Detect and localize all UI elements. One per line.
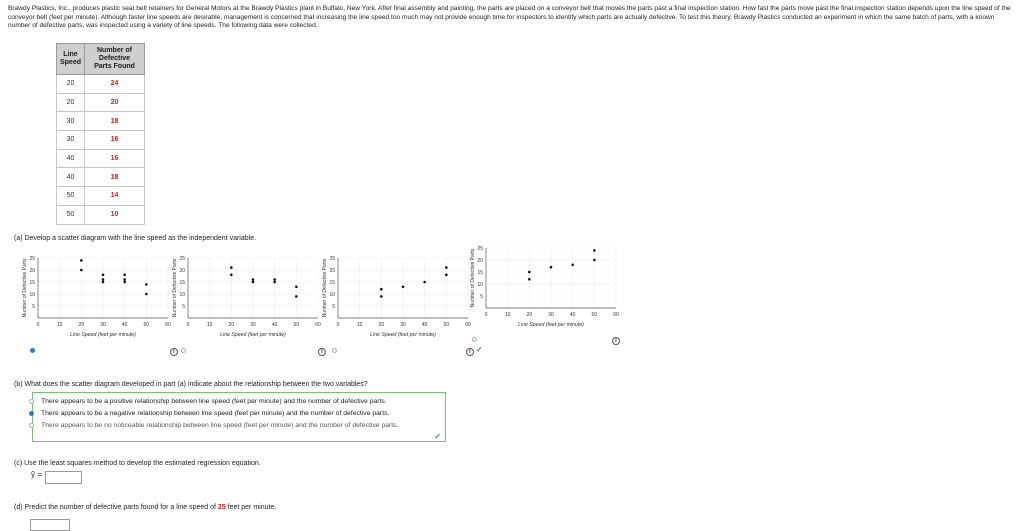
choice-positive-radio[interactable] [29, 399, 34, 404]
y-tick-label: 10 [329, 292, 335, 298]
data-point [445, 266, 448, 269]
y-axis-label: Number of Defective Parts [322, 258, 328, 318]
x-tick-label: 60 [315, 322, 321, 328]
table-row: 50 14 [57, 187, 145, 206]
part-b-question: (b) What does the scatter diagram developed in part (a) indicate about the relationship between the two variables? [14, 381, 368, 388]
y-tick-label: 5 [32, 304, 35, 310]
scatter-option-4 [466, 242, 626, 347]
data-point [380, 288, 383, 291]
table-row: 30 16 [57, 131, 145, 150]
data-point [123, 274, 126, 277]
y-axis-label: Number of Defective Parts [22, 258, 28, 318]
table-row: 50 10 [57, 205, 145, 224]
y-tick-label: 20 [477, 258, 483, 264]
x-tick-label: 20 [78, 322, 85, 328]
x-tick-label: 60 [613, 312, 619, 318]
data-point [528, 278, 531, 281]
y-tick-label: 15 [29, 280, 35, 286]
data-point [550, 266, 553, 269]
data-point [593, 249, 596, 252]
y-tick-label: 10 [179, 292, 185, 298]
x-tick-label: 60 [465, 322, 471, 328]
plot-option-1-radio[interactable] [30, 348, 35, 353]
relationship-choices [32, 392, 446, 442]
choices-correct-check-icon: ✓ [434, 432, 441, 441]
choice-positive[interactable]: There appears to be a positive relationship between line speed (feet per minute) and the number of defective parts. [37, 396, 441, 408]
y-tick-label: 25 [179, 256, 185, 262]
table-row: 20 20 [57, 93, 145, 112]
data-point [571, 264, 574, 267]
y-tick-label: 25 [29, 256, 35, 262]
data-point [145, 283, 148, 286]
y-tick-label: 5 [182, 304, 185, 310]
x-tick-label: 0 [186, 322, 190, 328]
data-point [593, 259, 596, 262]
y-tick-label: 5 [480, 294, 483, 300]
header-defective-parts: Number of Defective Parts Found [85, 44, 145, 75]
data-point [230, 266, 233, 269]
plot-option-2-info-icon[interactable]: i [318, 348, 326, 356]
x-tick-label: 10 [356, 322, 363, 328]
scatter-option-1 [18, 252, 178, 357]
plot-correct-check-icon: ✓ [476, 345, 483, 354]
data-point [295, 295, 298, 298]
data-point [295, 286, 298, 289]
data-point [402, 286, 405, 289]
data-point [252, 278, 255, 281]
data-point [528, 271, 531, 274]
data-point [423, 281, 426, 284]
x-tick-label: 20 [378, 322, 385, 328]
y-tick-label: 25 [329, 256, 335, 262]
y-axis-label: Number of Defective Parts [172, 258, 178, 318]
x-tick-label: 40 [271, 322, 278, 328]
y-tick-label: 5 [332, 304, 335, 310]
choice-none[interactable]: There appears to be no noticeable relationship between line speed (feet per minute) and the number of defective parts. [37, 420, 441, 432]
y-tick-label: 10 [29, 292, 35, 298]
data-point [273, 278, 276, 281]
x-tick-label: 30 [250, 322, 256, 328]
y-axis-label: Number of Defective Parts [470, 248, 476, 308]
regression-equation-input[interactable] [45, 471, 82, 484]
plot-option-2-radio[interactable] [181, 348, 186, 353]
y-tick-label: 20 [179, 268, 185, 274]
data-point [145, 293, 148, 296]
scatter-option-3 [318, 252, 478, 357]
x-tick-label: 30 [100, 322, 106, 328]
x-axis-label: Line Speed (feet per minute) [70, 332, 136, 338]
x-axis-label: Line Speed (feet per minute) [220, 332, 286, 338]
data-point [80, 269, 83, 272]
x-tick-label: 50 [443, 322, 450, 328]
data-point [102, 278, 105, 281]
x-tick-label: 0 [36, 322, 40, 328]
data-point [445, 274, 448, 277]
x-axis-label: Line Speed (feet per minute) [370, 332, 436, 338]
x-tick-label: 40 [569, 312, 576, 318]
part-c-question: (c) Use the least squares method to develop the estimated regression equation. [14, 460, 261, 467]
x-tick-label: 0 [336, 322, 340, 328]
choice-negative-radio[interactable] [29, 411, 34, 416]
data-point [252, 281, 255, 284]
plot-option-4-radio[interactable] [472, 337, 477, 342]
data-table [56, 43, 145, 225]
x-tick-label: 10 [56, 322, 63, 328]
y-tick-label: 25 [477, 246, 483, 252]
problem-intro: Brawdy Plastics, Inc., produces plastic seat belt retainers for General Motors at the Brawdy Plastics plant in Buffalo, New York. After final assembly and painting, the parts are placed on a conveyor belt that moves the parts past a final inspection station. How fast the parts move past the final inspection station depends upon the line speed of the conveyor belt (feet per minute). Although faster line speeds are desirable, management is concerned that increasing the line speed too much may not provide enough time for inspectors to identify which parts are actually defective. To test this theory, Brawdy Plastics conducted an experiment in which the same batch of parts, with a known number of defective parts, was inspected using a variety of line speeds. The following data were collected. [8, 5, 1011, 30]
x-axis-label: Line Speed (feet per minute) [518, 322, 584, 328]
data-point [123, 278, 126, 281]
x-tick-label: 50 [143, 322, 150, 328]
x-tick-label: 20 [526, 312, 533, 318]
x-tick-label: 60 [165, 322, 171, 328]
data-point [273, 281, 276, 284]
x-tick-label: 10 [504, 312, 511, 318]
x-tick-label: 10 [206, 322, 213, 328]
x-tick-label: 20 [228, 322, 235, 328]
x-tick-label: 0 [484, 312, 488, 318]
data-point [123, 281, 126, 284]
x-tick-label: 40 [121, 322, 128, 328]
data-point [80, 259, 83, 262]
table-row: 30 18 [57, 112, 145, 131]
part-d-question: (d) Predict the number of defective parts found for a line speed of 25 feet per minute. [14, 504, 277, 511]
table-row: 20 24 [57, 75, 145, 94]
plot-option-4-info-icon[interactable]: i [612, 337, 620, 345]
data-point [380, 295, 383, 298]
choice-none-radio[interactable] [29, 423, 34, 428]
x-tick-label: 50 [293, 322, 300, 328]
header-line-speed: Line Speed [57, 44, 85, 75]
x-tick-label: 40 [421, 322, 428, 328]
y-tick-label: 15 [179, 280, 185, 286]
x-tick-label: 30 [400, 322, 406, 328]
yhat-label: ŷ = [31, 470, 42, 479]
plot-option-3-info-icon[interactable]: i [466, 348, 474, 356]
y-tick-label: 15 [477, 270, 483, 276]
table-row: 40 18 [57, 168, 145, 187]
data-point [102, 274, 105, 277]
table-row: 40 16 [57, 149, 145, 168]
y-tick-label: 10 [477, 282, 483, 288]
scatter-option-2 [168, 252, 328, 357]
x-tick-label: 50 [591, 312, 598, 318]
choice-negative[interactable]: There appears to be a negative relationship between line speed (feet per minute) and the number of defective parts. [37, 408, 441, 420]
x-tick-label: 30 [548, 312, 554, 318]
y-tick-label: 20 [29, 268, 35, 274]
y-tick-label: 15 [329, 280, 335, 286]
data-point [230, 274, 233, 277]
part-a-question: (a) Develop a scatter diagram with the line speed as the independent variable. [14, 235, 257, 242]
y-tick-label: 20 [329, 268, 335, 274]
prediction-input[interactable] [30, 519, 70, 531]
plot-option-1-info-icon[interactable]: i [170, 348, 178, 356]
data-point [102, 281, 105, 284]
plot-option-3-radio[interactable] [332, 348, 337, 353]
